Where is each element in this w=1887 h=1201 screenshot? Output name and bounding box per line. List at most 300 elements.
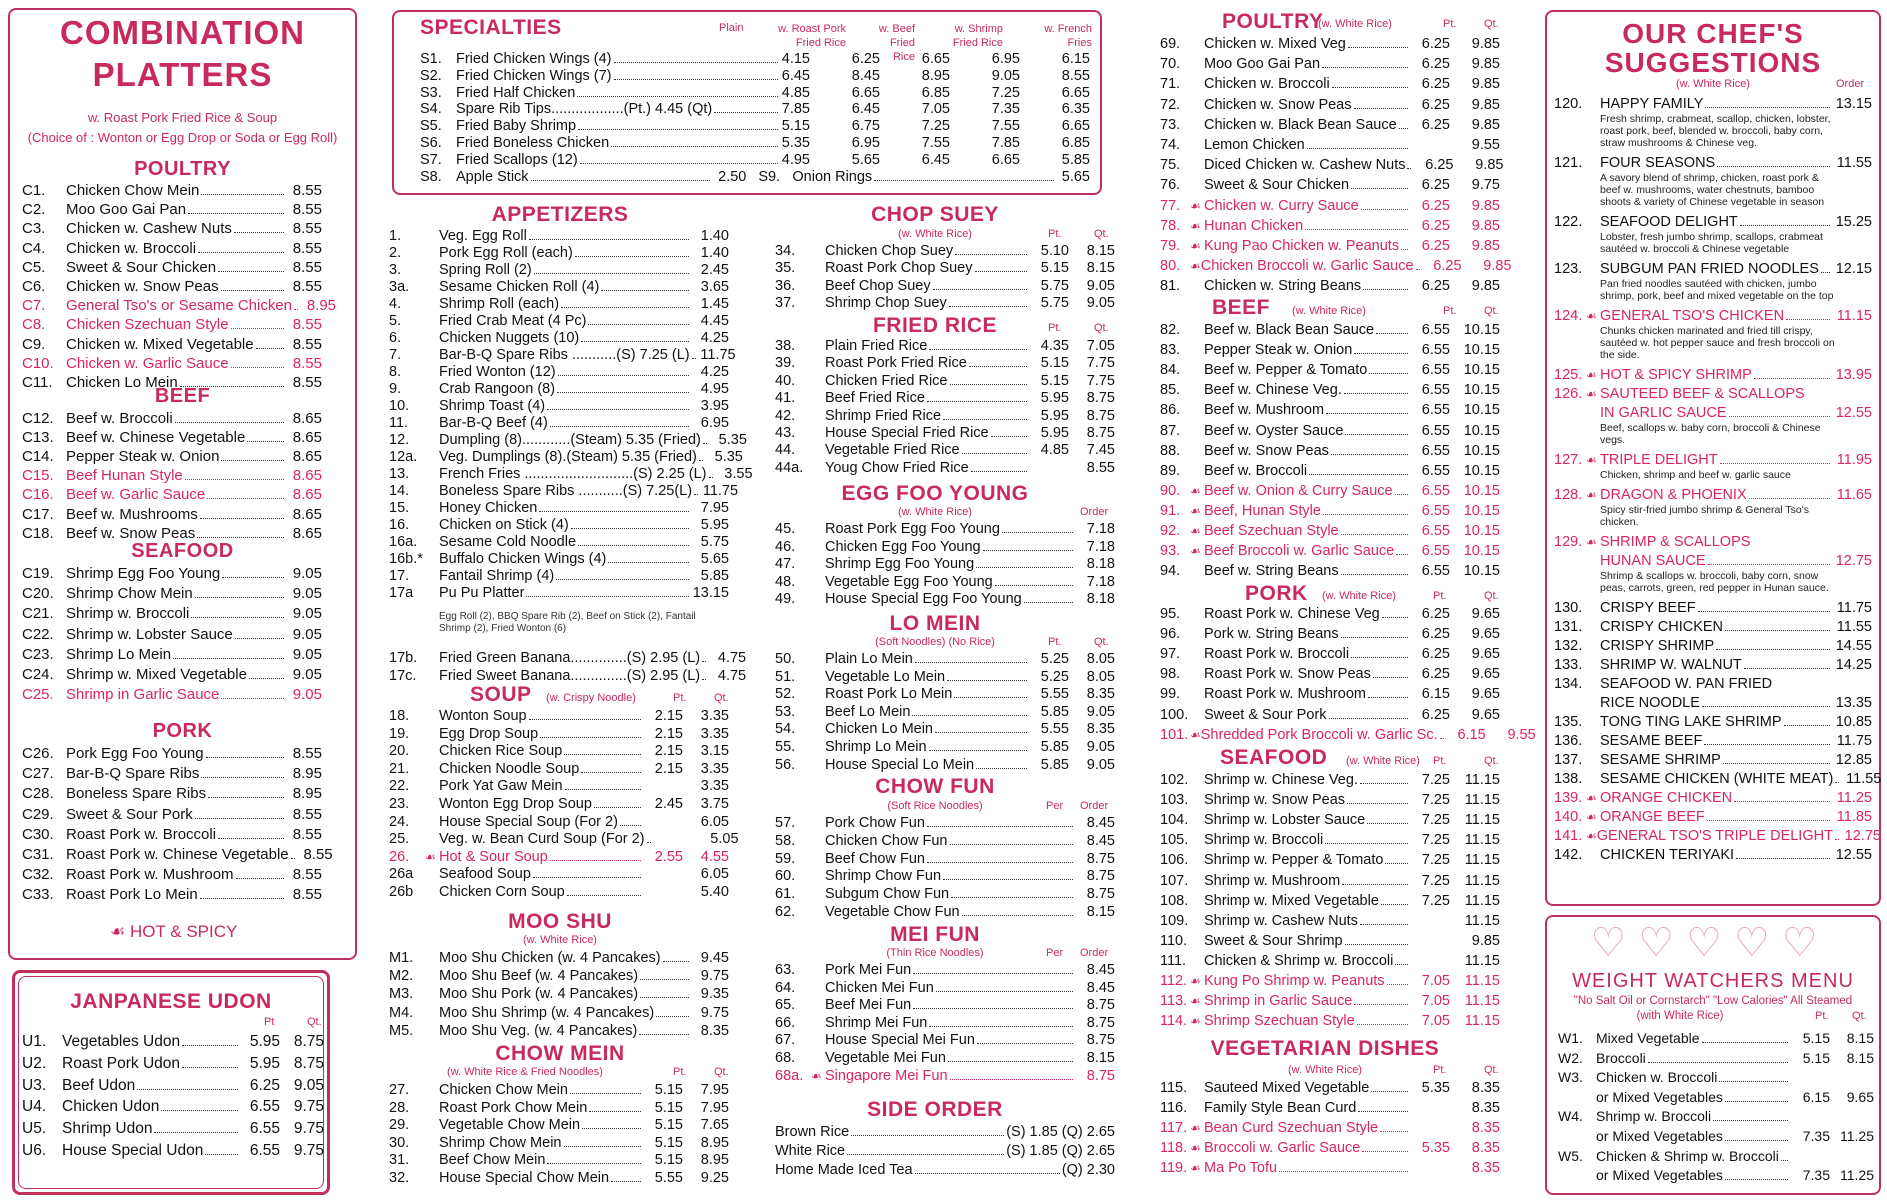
item-price: 5.25 [1040,668,1069,685]
leader-dots [1351,657,1408,658]
item-name: Vegetable Egg Foo Young [825,573,993,590]
item-price: 6.55 [1421,442,1450,459]
item-price: 8.15 [1086,260,1115,277]
menu-item-row [775,355,1115,372]
pork-sub: (w. White Rice) [1322,590,1396,602]
item-price: 6.25 [1421,606,1450,622]
menu-item-row [22,316,322,333]
menu-item-row [389,650,747,667]
item-price: 11.15 [1464,872,1500,889]
item-name: Shrimp Toast (4) [439,398,546,414]
item-name: Beef w. Mushrooms [66,505,198,523]
leader-dots [221,460,284,461]
menu-item-row [22,278,322,295]
item-price: 8.55 [292,374,322,391]
menu-item-row [389,517,729,534]
item-name: SEAFOOD DELIGHT [1600,214,1738,230]
veg-title: VEGETARIAN DISHES [1210,1037,1440,1060]
leader-dots [947,680,1027,681]
leader-dots [950,844,1074,845]
item-name: Family Style Bean Curd [1204,1100,1357,1116]
item-name: Egg Drop Soup [439,725,539,742]
item-price: 8.75 [1086,1067,1115,1084]
seafood-header-pt: Pt. [1433,755,1447,767]
leader-dots [1376,333,1408,334]
item-price: 8.55 [292,316,322,334]
leader-dots [1786,319,1830,320]
item-price: 4.55 [700,848,729,865]
leader-dots [201,777,284,778]
item-name: Shrimp w. Pepper & Tomato [1204,852,1384,869]
leader-dots [539,511,689,512]
item-price: 6.45 [851,101,880,118]
item-number: U5. [22,1120,47,1138]
item-number: C33. [22,886,54,904]
leader-dots [620,825,641,826]
menu-item-row [775,669,1115,686]
menu-item-row [389,1100,729,1117]
item-price: 8.55 [292,201,322,219]
item-number: 134. [1554,676,1583,692]
item-price: 7.25 [1421,792,1450,809]
item-name: Chicken Chow Mein [66,182,200,199]
item-price: 10.15 [1463,402,1500,419]
item-price: 8.75 [1086,997,1115,1014]
menu-item-row [775,408,1115,425]
veg-sub: (w. White Rice) [1288,1064,1362,1076]
leader-dots [570,1093,641,1094]
item-name: Sesame Chicken Roll (4) [439,279,600,295]
item-price: 7.05 [1421,973,1450,989]
item-number: U2. [22,1054,47,1072]
menu-item-row [775,962,1115,979]
leader-dots [1835,839,1839,840]
item-price: 4.25 [700,330,729,346]
menu-item-row [1558,1148,1874,1165]
item-name: Bar-B-Q Spare Ribs [66,765,200,783]
item-number: 111. [1160,952,1187,969]
item-number: C20. [22,585,54,603]
item-price: 6.25 [1433,258,1462,275]
item-number: 42. [775,407,796,424]
combination-title-2: PLATTERS [92,56,273,93]
item-number: C14. [22,448,54,466]
combo-pork-title: PORK [152,720,213,742]
item-number: 14. [389,483,410,499]
leader-dots [943,879,1073,880]
item-price: 9.05 [292,686,322,704]
leader-dots [601,290,689,291]
leader-dots [234,232,284,233]
leader-dots [983,550,1073,551]
menu-item-row [389,262,729,279]
item-name: Roast Pork Fried Rice [825,355,967,372]
item-price: 9.45 [700,950,729,966]
menu-item-row [22,410,322,427]
item-number: 55. [775,739,796,755]
item-price: 8.55 [292,866,322,884]
item-name: Diced Chicken w. Cashew Nuts [1204,157,1406,174]
leader-dots [191,617,284,618]
menu-item-row [1160,382,1500,399]
veg-header-qt: Qt. [1484,1064,1499,1076]
item-name: Beef Chop Suey [825,277,931,294]
item-price: 12.85 [1835,752,1872,768]
item-name: Moo Goo Gai Pan [1204,56,1321,73]
menu-item-row [389,381,729,398]
leader-dots [948,1061,1073,1062]
leader-dots [557,392,689,393]
item-number: 75. [1160,157,1181,174]
leader-dots [714,112,778,113]
leader-dots [943,419,1027,420]
chef-item-row [1554,714,1872,731]
item-price: 7.25 [991,84,1020,101]
leader-dots [575,256,689,257]
item-number: 6. [389,330,402,346]
item-number: 21. [389,760,410,777]
item-name: Beef w. Broccoli [66,410,173,427]
item-price: 6.25 [1421,177,1450,194]
item-price: 6.65 [851,84,880,101]
item-name: Beef Chow Fun [825,850,925,867]
item-price: 1.40 [700,228,729,244]
menu-item-row [1160,322,1500,339]
item-price: 11.55 [1846,771,1882,787]
friedrice-header-qt: Qt. [1094,322,1109,334]
item-price: 7.35 [1802,1167,1830,1184]
leader-dots [231,367,284,368]
item-price: 8.95 [292,785,322,803]
item-name: Ma Po Tofu [1204,1160,1278,1176]
leader-dots [1740,225,1830,226]
item-name: Pork Yat Gaw Mein [439,778,563,795]
chef-item-row [1554,600,1872,617]
menu-item-row [775,757,1115,774]
menu-item-row [389,968,729,985]
leader-dots [614,62,778,63]
item-price: 4.75 [717,650,747,666]
item-price: 5.15 [1802,1030,1830,1046]
leader-dots [161,1110,238,1111]
item-number: S5. [420,118,442,135]
item-price: 8.55 [292,220,322,238]
menu-item-row [1160,913,1500,930]
leader-dots [588,324,689,325]
item-number: 113. [1160,993,1188,1010]
item-price: 6.65 [921,51,950,67]
item-price: 9.75 [700,1004,729,1021]
menu-item-row [22,201,322,218]
item-name: Roast Pork Udon [62,1054,181,1072]
item-number: M1. [389,950,414,966]
item-price: 9.65 [1471,606,1500,622]
item-price: 8.45 [851,67,880,84]
menu-item-row [775,997,1115,1014]
leader-dots [206,757,284,758]
leader-dots [1380,1131,1408,1132]
pepper-icon: ☙ [1190,1121,1201,1135]
item-price: 7.25 [1421,812,1450,829]
item-name: Vegetable Mei Fun [825,1050,946,1066]
item-price: 5.85 [700,568,729,584]
item-number: 102. [1160,772,1189,788]
item-price: 9.05 [1086,294,1115,311]
item-price: 11.15 [1464,772,1500,788]
leader-dots [976,567,1073,568]
menu-item-row [775,1015,1115,1032]
leader-dots [847,1154,1004,1155]
menu-item-row [775,739,1115,756]
item-price: 5.85 [1040,756,1069,773]
menu-item-row [389,551,729,568]
item-price: 9.65 [1471,706,1500,723]
item-number: C4. [22,239,46,257]
leader-dots [1341,637,1408,638]
leader-dots [1395,494,1408,495]
item-price: 13.35 [1835,695,1872,711]
menu-item-row [389,1005,729,1022]
leader-dots [564,1146,642,1147]
item-price: 11.15 [1464,832,1500,849]
leader-dots [547,409,689,410]
item-price: 6.25 [1421,96,1450,113]
menu-item-row [22,429,322,446]
item-number: 136. [1554,733,1583,749]
item-number: 139. [1554,790,1583,806]
item-name: Bar-B-Q Beef (4) [439,415,548,431]
item-name: Chicken on Stick (4) [439,517,569,533]
item-price: 8.95 [306,297,337,315]
menu-item-row [22,826,322,843]
menu-item-row [1160,832,1500,849]
item-name: Moo Shu Chicken (w. 4 Pancakes) [439,950,661,966]
item-price: 8.55 [292,825,322,843]
pepper-icon: ☙ [1190,974,1201,988]
item-number: 61. [775,886,796,903]
item-name: TONG TING LAKE SHRIMP [1600,714,1782,730]
item-price: 8.75 [1086,390,1115,407]
leader-dots [955,254,1027,255]
menu-item-row [22,1055,324,1072]
chef-item-row [1554,487,1872,504]
leader-dots [1704,744,1830,745]
menu-item-row [22,240,322,257]
leader-dots [218,838,284,839]
pepper-icon: ☙ [1190,239,1201,253]
leader-dots [256,348,284,349]
item-price: 11.55 [1836,155,1872,171]
chef-item-row [1554,847,1872,864]
item-number: 10. [389,398,410,414]
item-number: 16b.* [389,551,423,567]
item-price: 5.55 [654,1170,683,1186]
item-number: 47. [775,556,796,572]
pepper-icon: ☙ [1190,218,1201,233]
item-name: Pork Egg Roll (each) [439,245,573,261]
item-name: Beef w. Garlic Sauce [66,486,206,504]
item-name: Veg. w. Bean Curd Soup (For 2) [439,831,645,848]
item-price: 8.65 [292,524,322,542]
weight-header-pt: Pt. [1815,1010,1829,1022]
item-name: Chicken w. Curry Sauce [1204,197,1359,214]
item-number: 12. [389,432,410,448]
item-price: 8.65 [292,410,322,427]
item-name: Chicken w. Snow Peas [1204,96,1352,113]
menu-item-row [389,313,729,330]
item-name: FOUR SEASONS [1600,155,1716,171]
pork-header-qt: Qt. [1484,590,1499,602]
chopsuey-header-pt: Pt. [1048,228,1062,240]
item-price: 6.65 [991,151,1020,168]
leader-dots [1784,725,1830,726]
leader-dots [1362,1151,1408,1152]
leader-dots [1381,904,1408,905]
item-name: Chicken Chop Suey [825,243,954,259]
menu-item-row [1160,852,1500,869]
item-price: 10.15 [1463,322,1500,338]
leader-dots [249,678,284,679]
item-number: 12a. [389,449,418,465]
item-price: 8.35 [700,1022,729,1039]
item-name: Subgum Chow Fun [825,886,950,903]
item-name: Veg. Dumplings (8).(Steam) 5.35 (Fried) [439,449,697,465]
item-price: 11.25 [1840,1128,1874,1144]
item-name: Beef w. Oyster Sauce [1204,422,1344,439]
item-name: House Special Udon [62,1142,204,1159]
item-name: Pork Mei Fun [825,962,912,978]
item-description: Lobster, fresh jumbo shrimp, scallops, crabmeat sautéed w. broccoli & Chinese vegetable [1600,231,1823,255]
item-price: 2.55 [654,848,683,865]
mooshu-sub: (w. White Rice) [523,934,597,946]
item-name: Shrimp w. Mixed Vegetable [1204,892,1379,909]
item-number: 28. [389,1099,410,1116]
item-number: 44. [775,442,796,459]
item-number: 72. [1160,96,1181,113]
item-price: 5.15 [781,118,810,135]
item-name: ORANGE CHICKEN [1600,790,1733,806]
menu-item-row [775,425,1115,442]
item-name: Chicken Chow Mein [439,1082,568,1098]
item-price: 5.95 [1040,390,1069,407]
item-price: 6.25 [1421,238,1450,254]
item-price: 9.85 [1471,238,1500,254]
item-price: 13.15 [1835,96,1872,112]
menu-item-row [1160,218,1500,235]
item-name: Vegetables Udon [62,1033,181,1050]
item-name: Shrimp in Garlic Sauce [1204,993,1353,1010]
item-price: 7.25 [1421,832,1450,849]
menu-item-row [775,686,1115,703]
item-price: 1.45 [700,296,729,312]
menu-item-row [389,500,729,517]
leader-dots [608,562,689,563]
leader-dots [154,1132,238,1133]
menu-item-row [389,849,729,866]
item-price: 9.05 [1086,703,1115,720]
menu-item-row [420,118,1090,135]
item-number: 138. [1554,771,1583,787]
item-price: 4.35 [1040,338,1069,354]
item-name: Beef w. Onion & Curry Sauce [1204,482,1393,499]
item-price: 15.25 [1835,214,1872,230]
leader-dots [969,366,1027,367]
item-price: 11.75 [1836,733,1872,749]
menu-item-row [22,336,322,353]
item-price: 6.05 [700,866,729,883]
item-price: 8.15 [1086,1050,1115,1066]
item-price: 9.05 [292,585,322,603]
menu-item-row [22,585,322,602]
item-name: Sweet & Sour Chicken [66,258,217,276]
menu-item-row [1160,177,1500,194]
item-number: 46. [775,538,796,555]
item-price: 8.35 [1471,1120,1500,1136]
item-number: 117. [1160,1120,1188,1136]
item-price: 7.85 [781,101,810,118]
leader-dots [1332,87,1408,88]
menu-item-row [775,243,1115,260]
item-price: 8.45 [1086,962,1115,978]
leader-dots [1354,353,1408,354]
item-number: 77. [1160,197,1181,214]
item-price: 6.25 [1421,197,1450,214]
menu-item-row [1558,1069,1874,1086]
leader-dots [1368,697,1408,698]
item-name: Bean Curd Szechuan Style [1204,1120,1379,1136]
menu-item-row [1160,278,1500,295]
combination-sub-2: (Choice of : Wonton or Egg Drop or Soda or Egg Roll) [27,130,338,145]
item-number: C11. [22,374,53,391]
item-name: Hot & Sour Soup [439,848,548,865]
menu-item-row [22,605,322,622]
appetizers-title: APPETIZERS [491,203,629,226]
item-price: 4.95 [781,151,810,168]
item-price: 9.25 [700,1170,729,1186]
menu-item-row [22,1120,324,1137]
item-number: 80. [1160,258,1181,275]
item-name: Fried Green Banana..............(S) 2.95 (L) [439,650,701,666]
menu-item-row [1160,563,1500,580]
menu-item-row [22,486,322,503]
menu-item-row [389,831,739,848]
item-price: 8.55 [292,354,322,372]
pepper-icon: ☙ [1586,791,1597,805]
menu-item-row [389,761,729,778]
item-name: Wonton Egg Drop Soup [439,796,592,812]
leader-dots [1345,944,1408,945]
item-number: 13. [389,466,410,482]
item-name: Chicken Lo Mein [825,721,933,738]
item-name: Pepper Steak w. Onion [66,448,220,466]
item-name: Beef w. Broccoli [1204,462,1308,479]
item-price: 8.55 [1061,67,1090,84]
leader-dots [218,271,284,272]
chef-item-row [1554,733,1872,750]
leader-dots [540,737,641,738]
pepper-icon: ☙ [1586,453,1597,467]
item-price: 9.05 [292,645,322,663]
item-name: Moo Shu Beef (w. 4 Pancakes) [439,968,639,985]
item-price: 6.25 [1421,278,1450,295]
leader-dots [1326,413,1408,414]
item-price: (S) 1.85 (Q) 2.65 [1006,1142,1115,1159]
leader-dots [1716,649,1830,650]
item-number: 1. [389,228,402,244]
item-number: 34. [775,243,796,259]
item-number: 17a [389,585,414,601]
item-price: 2.50 [718,169,747,185]
